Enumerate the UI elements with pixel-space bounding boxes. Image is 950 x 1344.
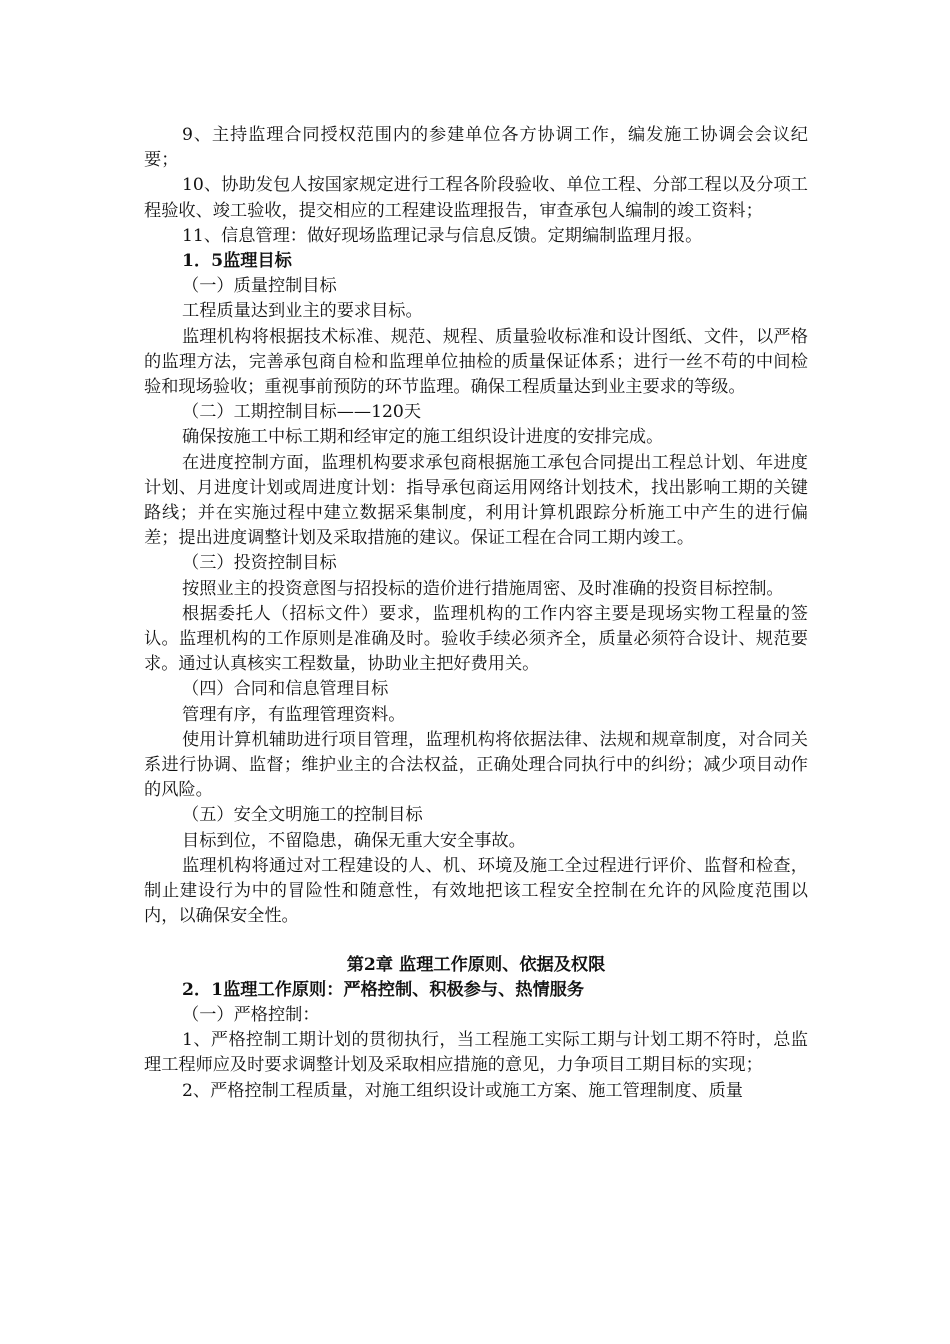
paragraph: 目标到位，不留隐患，确保无重大安全事故。 bbox=[182, 830, 526, 851]
paragraph: 监理机构将根据技术标准、规范、规程、质量验收标准和设计图纸、文件，以严格的监理方法，完善承包商自检和监理单位抽检的质量保证体系；进行一丝不苟的中间检验和现场验收；重视事前预防的环节监理。确保工程质量达到业主要求的等级。 bbox=[144, 326, 808, 398]
paragraph: 1、严格控制工期计划的贯彻执行，当工程施工实际工期与计划工期不符时，总监理工程师应及时要求调整计划及采取相应措施的意见，力争项目工期目标的实现； bbox=[144, 1030, 808, 1076]
subheading-safety: （五）安全文明施工的控制目标 bbox=[182, 805, 423, 826]
subheading-strict-control: （一）严格控制： bbox=[182, 1004, 320, 1025]
subheading-investment: （三）投资控制目标 bbox=[182, 553, 337, 574]
chapter-heading: 第2章 监理工作原则、依据及权限 bbox=[346, 954, 606, 975]
document-page bbox=[144, 123, 808, 1104]
paragraph: 使用计算机辅助进行项目管理，监理机构将依据法律、法规和规章制度，对合同关系进行协调、监督；维护业主的合法权益，正确处理合同执行中的纠纷；减少项目动作的风险。 bbox=[144, 729, 808, 801]
section-heading-1-5: 1．5监理目标 bbox=[182, 251, 292, 272]
subheading-quality: （一）质量控制目标 bbox=[182, 276, 337, 297]
paragraph: 根据委托人（招标文件）要求，监理机构的工作内容主要是现场实物工程量的签认。监理机构的工作原则是准确及时。验收手续必须齐全，质量必须符合设计、规范要求。通过认真核实工程数量，协助业主把好费用关。 bbox=[144, 603, 808, 675]
paragraph: 2、严格控制工程质量，对施工组织设计或施工方案、施工管理制度、质量 bbox=[182, 1080, 743, 1101]
paragraph: 确保按施工中标工期和经审定的施工组织设计进度的安排完成。 bbox=[182, 427, 664, 448]
paragraph: 按照业主的投资意图与招投标的造价进行措施周密、及时准确的投资目标控制。 bbox=[182, 578, 784, 599]
paragraph: 监理机构将通过对工程建设的人、机、环境及施工全过程进行评价、监督和检查，制止建设行为中的冒险性和随意性，有效地把该工程安全控制在允许的风险度范围以内，以确保安全性。 bbox=[144, 855, 808, 927]
subheading-schedule: （二）工期控制目标——120天 bbox=[182, 402, 422, 423]
paragraph: 管理有序，有监理管理资料。 bbox=[182, 704, 406, 725]
paragraph-item-11: 11、信息管理：做好现场监理记录与信息反馈。定期编制监理月报。 bbox=[182, 225, 703, 246]
section-heading-2-1: 2．1监理工作原则：严格控制、积极参与、热情服务 bbox=[182, 979, 585, 1000]
paragraph: 工程质量达到业主的要求目标。 bbox=[182, 301, 423, 322]
paragraph: 在进度控制方面，监理机构要求承包商根据施工承包合同提出工程总计划、年进度计划、月进度计划或周进度计划：指导承包商运用网络计划技术，找出影响工期的关键路线；并在实施过程中建立数据采集制度，利用计算机跟踪分析施工中产生的进行偏差；提出进度调整计划及采取措施的建议。保证工程在合同工期内竣工。 bbox=[144, 452, 808, 549]
subheading-contract: （四）合同和信息管理目标 bbox=[182, 679, 389, 700]
paragraph-item-9: 9、主持监理合同授权范围内的参建单位各方协调工作，编发施工协调会会议纪要； bbox=[144, 125, 808, 171]
paragraph-item-10: 10、协助发包人按国家规定进行工程各阶段验收、单位工程、分部工程以及分项工程验收、竣工验收，提交相应的工程建设监理报告，审查承包人编制的竣工资料； bbox=[144, 175, 808, 221]
